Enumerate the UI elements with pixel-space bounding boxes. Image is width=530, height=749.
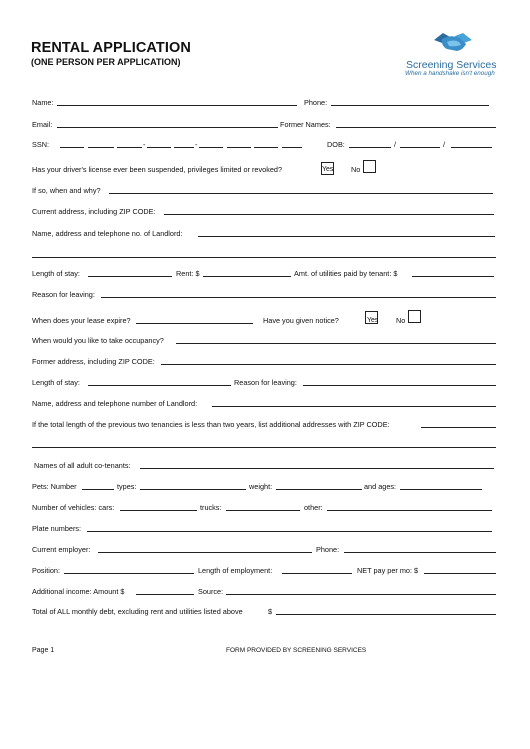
net-pay-label: NET pay per mo: $ bbox=[357, 566, 419, 575]
take-occupancy-label: When would you like to take occupancy? bbox=[32, 336, 164, 345]
reason-leaving-label: Reason for leaving: bbox=[32, 290, 95, 299]
dob-year-field[interactable] bbox=[451, 147, 492, 148]
former-landlord-label: Name, address and telephone number of Landlord: bbox=[32, 399, 198, 408]
pets-ages-label: and ages: bbox=[364, 482, 397, 491]
email-field[interactable] bbox=[57, 127, 278, 128]
form-title: RENTAL APPLICATION bbox=[31, 40, 191, 56]
lease-expire-label: When does your lease expire? bbox=[32, 316, 131, 325]
pets-weight-label: weight: bbox=[249, 482, 273, 491]
former-landlord-field[interactable] bbox=[212, 406, 496, 407]
ssn-field-1[interactable] bbox=[60, 147, 84, 148]
employer-phone-field[interactable] bbox=[344, 552, 496, 553]
ssn-field-4[interactable] bbox=[147, 147, 171, 148]
notice-label: Have you given notice? bbox=[263, 316, 339, 325]
vehicles-other-field[interactable] bbox=[327, 510, 492, 511]
co-tenants-field[interactable] bbox=[140, 468, 494, 469]
pets-ages-field[interactable] bbox=[400, 489, 482, 490]
name-label: Name: bbox=[32, 98, 54, 107]
rent-field[interactable] bbox=[203, 276, 291, 277]
ssn-field-3[interactable] bbox=[117, 147, 142, 148]
reason-leaving-field[interactable] bbox=[101, 297, 496, 298]
former-length-of-stay-label: Length of stay: bbox=[32, 378, 80, 387]
if-so-label: If so, when and why? bbox=[32, 186, 101, 195]
former-reason-leaving-label: Reason for leaving: bbox=[234, 378, 297, 387]
landlord-field[interactable] bbox=[198, 236, 495, 237]
ssn-field-6[interactable] bbox=[199, 147, 223, 148]
vehicles-cars-field[interactable] bbox=[120, 510, 197, 511]
logo-name: Screening Services bbox=[406, 59, 497, 71]
dob-label: DOB: bbox=[327, 140, 345, 149]
former-names-field[interactable] bbox=[336, 127, 496, 128]
name-field[interactable] bbox=[57, 105, 297, 106]
total-debt-field[interactable] bbox=[276, 614, 496, 615]
ssn-field-2[interactable] bbox=[88, 147, 114, 148]
handshake-icon bbox=[433, 30, 473, 56]
utilities-field[interactable] bbox=[412, 276, 494, 277]
date-separator: / bbox=[443, 140, 446, 149]
current-employer-label: Current employer: bbox=[32, 545, 91, 554]
pets-types-label: types: bbox=[117, 482, 137, 491]
additional-income-label: Additional income: Amount $ bbox=[32, 587, 125, 596]
income-source-field[interactable] bbox=[226, 594, 496, 595]
vehicles-trucks-field[interactable] bbox=[226, 510, 300, 511]
vehicles-trucks-label: trucks: bbox=[200, 503, 222, 512]
phone-label: Phone: bbox=[304, 98, 328, 107]
phone-field[interactable] bbox=[331, 105, 489, 106]
notice-no-label: No bbox=[396, 316, 406, 325]
landlord-label: Name, address and telephone no. of Landlord: bbox=[32, 229, 183, 238]
license-no-label: No bbox=[351, 165, 361, 174]
dob-day-field[interactable] bbox=[400, 147, 440, 148]
ssn-field-7[interactable] bbox=[227, 147, 251, 148]
plate-numbers-field[interactable] bbox=[87, 531, 492, 532]
take-occupancy-field[interactable] bbox=[176, 343, 496, 344]
length-employment-label: Length of employment: bbox=[198, 566, 273, 575]
vehicles-other-label: other: bbox=[304, 503, 323, 512]
position-field[interactable] bbox=[64, 573, 194, 574]
income-source-label: Source: bbox=[198, 587, 224, 596]
vehicles-cars-label: Number of vehicles: cars: bbox=[32, 503, 115, 512]
if-so-field[interactable] bbox=[109, 193, 493, 194]
former-address-label: Former address, including ZIP CODE: bbox=[32, 357, 155, 366]
co-tenants-label: Names of all adult co-tenants: bbox=[34, 461, 131, 470]
notice-no-checkbox[interactable] bbox=[408, 310, 421, 323]
ssn-field-8[interactable] bbox=[254, 147, 278, 148]
dob-month-field[interactable] bbox=[349, 147, 391, 148]
notice-yes-label: Yes bbox=[367, 317, 379, 324]
license-yes-label: Yes bbox=[322, 166, 334, 173]
date-separator: / bbox=[394, 140, 397, 149]
pets-types-field[interactable] bbox=[140, 489, 246, 490]
employer-phone-label: Phone: bbox=[316, 545, 340, 554]
total-debt-dollar: $ bbox=[268, 607, 273, 616]
form-subtitle: (ONE PERSON PER APPLICATION) bbox=[31, 57, 181, 67]
logo-tagline: When a handshake isn't enough bbox=[405, 70, 495, 77]
lease-expire-field[interactable] bbox=[136, 323, 253, 324]
additional-addresses-field[interactable] bbox=[421, 427, 496, 428]
pets-weight-field[interactable] bbox=[276, 489, 362, 490]
plate-numbers-label: Plate numbers: bbox=[32, 524, 82, 533]
current-address-label: Current address, including ZIP CODE: bbox=[32, 207, 156, 216]
former-address-field[interactable] bbox=[161, 364, 496, 365]
length-employment-field[interactable] bbox=[282, 573, 352, 574]
length-of-stay-field[interactable] bbox=[88, 276, 172, 277]
net-pay-field[interactable] bbox=[424, 573, 496, 574]
additional-income-field[interactable] bbox=[136, 594, 194, 595]
pets-number-label: Pets: Number bbox=[32, 482, 77, 491]
pets-number-field[interactable] bbox=[82, 489, 114, 490]
rent-label: Rent: $ bbox=[176, 269, 200, 278]
license-no-checkbox[interactable] bbox=[363, 160, 376, 173]
page-number: Page 1 bbox=[32, 647, 55, 654]
ssn-separator: - bbox=[195, 140, 198, 149]
utilities-label: Amt. of utilities paid by tenant: $ bbox=[294, 269, 398, 278]
length-of-stay-label: Length of stay: bbox=[32, 269, 80, 278]
ssn-label: SSN: bbox=[32, 140, 50, 149]
footer-provided-by: FORM PROVIDED BY SCREENING SERVICES bbox=[226, 647, 367, 654]
ssn-field-9[interactable] bbox=[282, 147, 302, 148]
current-address-field[interactable] bbox=[164, 214, 494, 215]
landlord-field-2[interactable] bbox=[32, 257, 496, 258]
position-label: Position: bbox=[32, 566, 60, 575]
ssn-field-5[interactable] bbox=[174, 147, 194, 148]
additional-addresses-field-2[interactable] bbox=[32, 447, 496, 448]
former-reason-leaving-field[interactable] bbox=[303, 385, 496, 386]
current-employer-field[interactable] bbox=[98, 552, 312, 553]
ssn-separator: - bbox=[143, 140, 146, 149]
tenancies-note: If the total length of the previous two tenancies is less than two years, list additional addresses with ZIP CODE: bbox=[32, 420, 390, 429]
former-length-of-stay-field[interactable] bbox=[88, 385, 231, 386]
license-question: Has your driver's license ever been suspended, privileges limited or revoked? bbox=[32, 165, 283, 174]
total-debt-label: Total of ALL monthly debt, excluding rent and utilities listed above bbox=[32, 607, 243, 616]
email-label: Email: bbox=[32, 120, 53, 129]
former-names-label: Former Names: bbox=[280, 120, 331, 129]
